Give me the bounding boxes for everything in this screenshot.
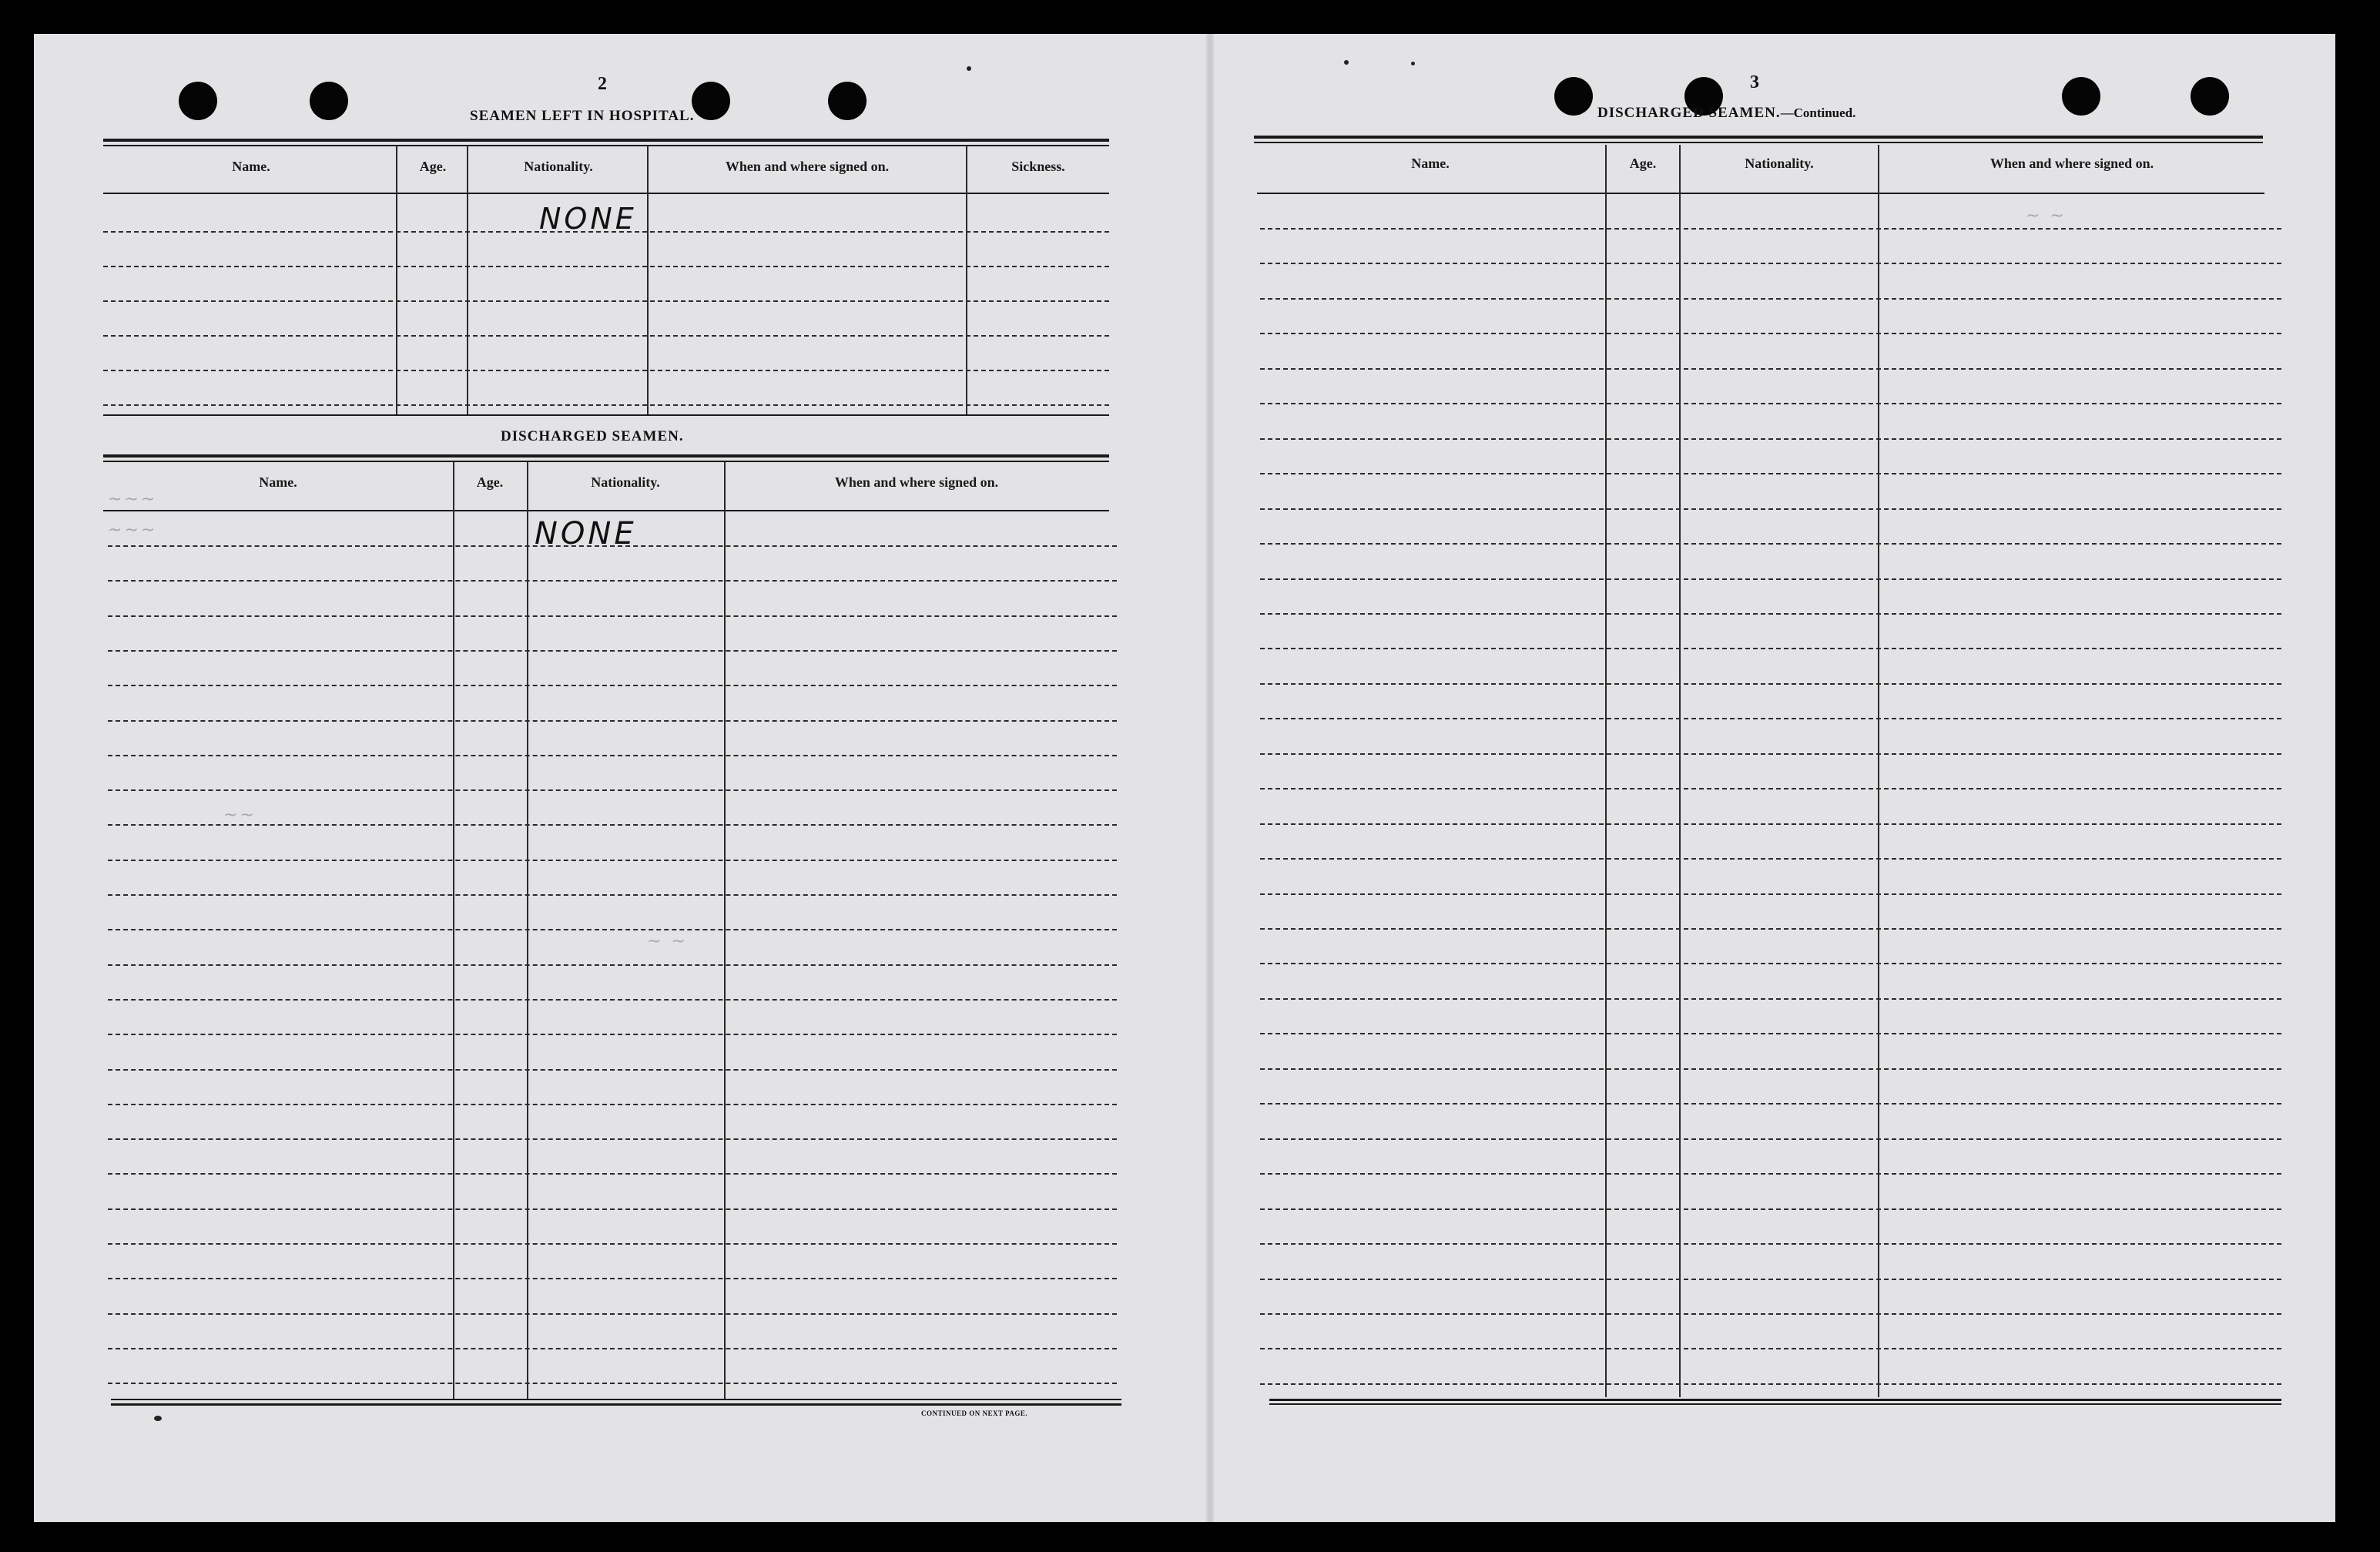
ruled-line	[108, 1348, 1117, 1349]
ruled-line	[108, 1173, 1117, 1175]
faint-mark: ~~~	[108, 521, 158, 540]
ruled-line	[1260, 438, 2281, 440]
bottom-rule	[1269, 1399, 2281, 1401]
col-header-age: Age.	[1629, 156, 1657, 171]
punch-hole-icon	[828, 82, 867, 120]
column-divider	[966, 146, 967, 414]
ruled-line	[1260, 1243, 2281, 1245]
column-divider	[647, 146, 649, 414]
ruled-line	[108, 650, 1117, 652]
punch-hole-icon	[179, 82, 217, 120]
ruled-line	[1260, 963, 2281, 964]
ruled-line	[1260, 263, 2281, 264]
ruled-line	[108, 1138, 1117, 1140]
ruled-line	[1260, 613, 2281, 615]
ruled-line	[103, 266, 1109, 267]
top-rule	[1254, 142, 2263, 143]
punch-hole-icon	[692, 82, 730, 120]
ruled-line	[1260, 1173, 2281, 1175]
top-rule	[103, 461, 1109, 462]
col-header-name: Name.	[259, 474, 297, 490]
title-continued: —Continued.	[1780, 106, 1856, 120]
ruled-line	[1260, 928, 2281, 930]
ruled-line	[108, 929, 1117, 930]
col-header-signed-on: When and where signed on.	[1989, 156, 2154, 171]
faint-mark: ~~~	[108, 490, 158, 509]
ruled-line	[1260, 1313, 2281, 1315]
col-header-signed-on: When and where signed on.	[834, 474, 999, 490]
ruled-line	[1260, 998, 2281, 1000]
hospital-section-title: SEAMEN LEFT IN HOSPITAL.	[470, 108, 695, 124]
title-text: DISCHARGED SEAMEN.	[1597, 105, 1781, 121]
handwritten-entry: NONE	[535, 516, 637, 551]
ruled-line	[1260, 823, 2281, 825]
ruled-line	[1260, 1103, 2281, 1105]
ruled-line	[108, 894, 1117, 896]
ruled-line	[1260, 1383, 2281, 1385]
punch-hole-icon	[2062, 77, 2100, 116]
col-header-name: Name.	[232, 159, 270, 174]
ruled-line	[1260, 543, 2281, 545]
bottom-rule	[111, 1403, 1121, 1406]
ruled-line	[1260, 1138, 2281, 1140]
bottom-rule	[111, 1399, 1121, 1400]
ruled-line	[1260, 753, 2281, 755]
section-rule	[103, 414, 1109, 416]
ruled-line	[1260, 893, 2281, 895]
col-header-signed-on: When and where signed on.	[725, 159, 890, 174]
ruled-line	[1260, 1208, 2281, 1210]
page-number: 3	[1750, 72, 1759, 92]
ruled-line	[108, 1278, 1117, 1279]
ink-speck	[1344, 60, 1349, 65]
ruled-line	[1260, 298, 2281, 300]
ruled-line	[103, 335, 1109, 337]
column-divider	[396, 146, 397, 414]
right-page	[1211, 34, 2335, 1522]
bottom-rule	[1269, 1403, 2281, 1405]
handwritten-entry: NONE	[539, 202, 637, 236]
ruled-line	[1260, 1033, 2281, 1034]
ruled-line	[108, 615, 1117, 617]
punch-hole-icon	[1554, 77, 1593, 116]
ruled-line	[108, 789, 1117, 791]
top-rule	[103, 139, 1109, 142]
page-gutter	[1206, 34, 1214, 1522]
ruled-line	[1260, 718, 2281, 719]
punch-hole-icon	[310, 82, 348, 120]
ruled-line	[108, 720, 1117, 722]
faint-mark: ~ ~	[2026, 206, 2067, 226]
ruled-line	[1260, 333, 2281, 334]
col-header-nationality: Nationality.	[1745, 156, 1814, 171]
top-rule	[103, 454, 1109, 458]
page-number: 2	[598, 74, 607, 94]
ink-speck	[967, 66, 971, 71]
ruled-line	[1260, 368, 2281, 370]
left-page	[34, 34, 1211, 1522]
ruled-line	[108, 1313, 1117, 1315]
ruled-line	[1260, 508, 2281, 510]
header-rule	[103, 193, 1109, 194]
ruled-line	[1260, 473, 2281, 474]
ruled-line	[108, 999, 1117, 1001]
continued-note: CONTINUED ON NEXT PAGE.	[921, 1410, 1028, 1417]
header-rule	[103, 510, 1109, 511]
ruled-line	[103, 404, 1109, 406]
ink-speck	[154, 1416, 162, 1421]
top-rule	[1254, 136, 2263, 139]
discharged-continued-title	[1597, 105, 1855, 122]
ruled-line	[108, 1104, 1117, 1105]
ruled-line	[1260, 1348, 2281, 1349]
ruled-line	[108, 685, 1117, 686]
col-header-name: Name.	[1411, 156, 1450, 171]
col-header-nationality: Nationality.	[524, 159, 593, 174]
faint-mark: ~~	[223, 806, 256, 825]
ruled-line	[1260, 683, 2281, 685]
ruled-line	[108, 1034, 1117, 1035]
column-divider	[467, 146, 468, 414]
header-rule	[1257, 193, 2264, 194]
ruled-line	[108, 1383, 1117, 1384]
ruled-line	[103, 300, 1109, 302]
ruled-line	[1260, 858, 2281, 860]
faint-mark: ~ ~	[647, 932, 688, 951]
ruled-line	[1260, 788, 2281, 789]
col-header-nationality: Nationality.	[591, 474, 660, 490]
ruled-line	[108, 580, 1117, 582]
ruled-line	[108, 824, 1117, 826]
ruled-line	[108, 964, 1117, 966]
col-header-age: Age.	[476, 474, 504, 490]
col-header-age: Age.	[419, 159, 447, 174]
ruled-line	[1260, 403, 2281, 404]
ruled-line	[108, 1069, 1117, 1071]
ruled-line	[108, 1208, 1117, 1210]
discharged-section-title: DISCHARGED SEAMEN.	[501, 428, 684, 444]
ruled-line	[1260, 578, 2281, 580]
ruled-line	[108, 755, 1117, 756]
punch-hole-icon	[2191, 77, 2229, 116]
col-header-sickness: Sickness.	[1011, 159, 1065, 174]
ruled-line	[108, 1243, 1117, 1245]
top-rule	[103, 145, 1109, 146]
ruled-line	[1260, 228, 2281, 230]
ruled-line	[1260, 648, 2281, 649]
ruled-line	[108, 860, 1117, 861]
ruled-line	[103, 370, 1109, 371]
ruled-line	[1260, 1068, 2281, 1070]
ruled-line	[1260, 1279, 2281, 1280]
ink-speck	[1411, 62, 1415, 65]
